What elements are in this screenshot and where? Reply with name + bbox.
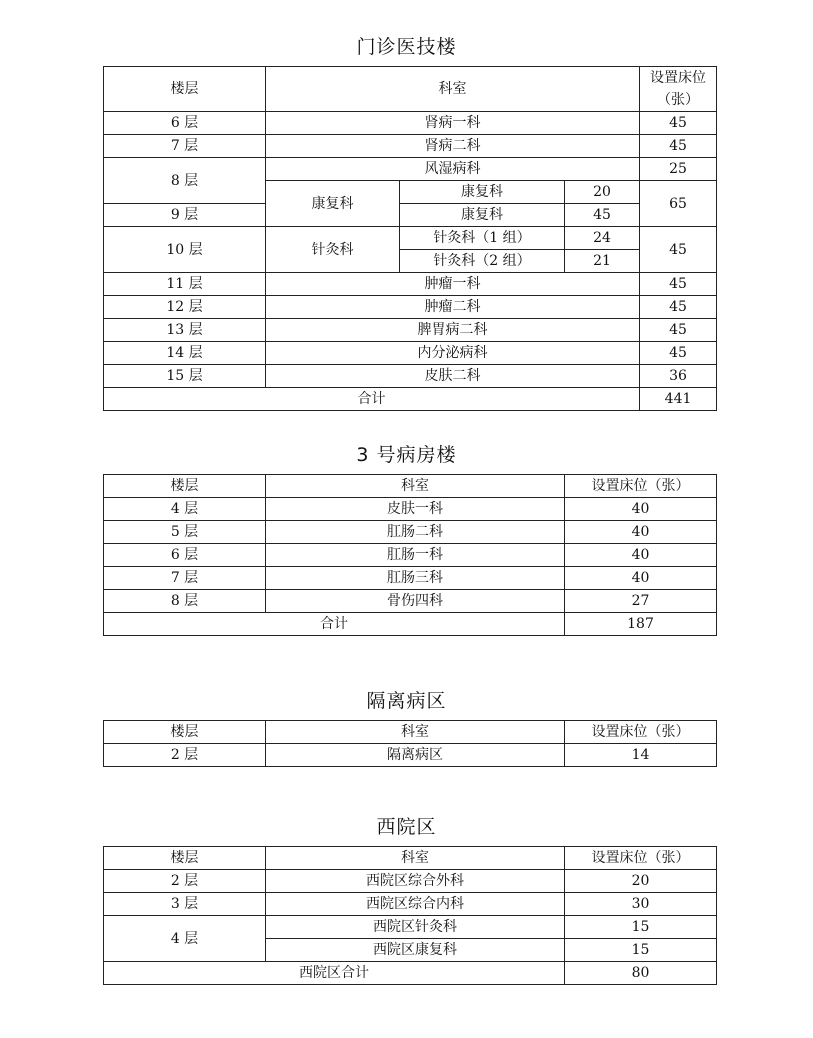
- header-floor: 楼层: [104, 721, 266, 744]
- beds-cell: 30: [565, 893, 717, 916]
- beds-cell: 40: [565, 521, 717, 544]
- subdept-cell: 康复科: [400, 181, 565, 204]
- dept-cell: 肛肠一科: [266, 544, 565, 567]
- total-row: [104, 962, 717, 985]
- table-row: [104, 204, 717, 227]
- table-outpatient: [103, 66, 717, 411]
- subdept-beds-cell: 24: [565, 227, 640, 250]
- total-label: 西院区合计: [104, 962, 565, 985]
- dept-cell: 西院区针灸科: [266, 916, 565, 939]
- header-dept: 科室: [266, 67, 640, 112]
- table-row: [104, 498, 717, 521]
- beds-cell: 40: [565, 544, 717, 567]
- floor-cell: 6 层: [104, 112, 266, 135]
- dept-cell: 肿瘤二科: [266, 296, 640, 319]
- beds-cell: 45: [640, 342, 717, 365]
- header-beds: 设置床位（张）: [565, 721, 717, 744]
- table-row: [104, 158, 717, 181]
- subdept-beds-cell: 20: [565, 181, 640, 204]
- floor-cell: 9 层: [104, 204, 266, 227]
- floor-cell: 4 层: [104, 916, 266, 962]
- table-row: [104, 112, 717, 135]
- table-header: [104, 721, 717, 744]
- dept-group-cell: 康复科: [266, 181, 400, 227]
- floor-cell: 15 层: [104, 365, 266, 388]
- table-row: [104, 567, 717, 590]
- header-dept: 科室: [266, 847, 565, 870]
- table-row: [104, 227, 717, 250]
- header-beds: 设置床位（张）: [565, 847, 717, 870]
- floor-cell: 3 层: [104, 893, 266, 916]
- dept-group-cell: 针灸科: [266, 227, 400, 273]
- dept-cell: 脾胃病二科: [266, 319, 640, 342]
- table-row: [104, 135, 717, 158]
- beds-cell: 25: [640, 158, 717, 181]
- header-floor: 楼层: [104, 847, 266, 870]
- beds-cell: 15: [565, 916, 717, 939]
- table-row: [104, 365, 717, 388]
- table-row: [104, 916, 717, 939]
- floor-cell: 7 层: [104, 135, 266, 158]
- dept-cell: 皮肤一科: [266, 498, 565, 521]
- dept-cell: 肾病二科: [266, 135, 640, 158]
- dept-cell: 隔离病区: [266, 744, 565, 767]
- total-row: [104, 388, 717, 411]
- dept-cell: 风湿病科: [266, 158, 640, 181]
- dept-cell: 西院区综合内科: [266, 893, 565, 916]
- table-row: [104, 870, 717, 893]
- table-isolation: [103, 720, 717, 767]
- header-floor: 楼层: [104, 475, 266, 498]
- floor-cell: 10 层: [104, 227, 266, 273]
- table-row: [104, 744, 717, 767]
- total-value: 187: [565, 613, 717, 636]
- table-header: [104, 847, 717, 870]
- beds-cell: 15: [565, 939, 717, 962]
- dept-cell: 西院区康复科: [266, 939, 565, 962]
- table-row: [104, 273, 717, 296]
- table-row: [104, 590, 717, 613]
- beds-cell: 45: [640, 135, 717, 158]
- section-title-isolation: 隔离病区: [366, 690, 447, 712]
- header-dept: 科室: [266, 721, 565, 744]
- section-title-outpatient: 门诊医技楼: [356, 36, 457, 58]
- beds-cell: 40: [565, 498, 717, 521]
- beds-cell: 65: [640, 181, 717, 227]
- subdept-cell: 针灸科（2 组）: [400, 250, 565, 273]
- dept-cell: 皮肤二科: [266, 365, 640, 388]
- table-row: [104, 521, 717, 544]
- floor-cell: 14 层: [104, 342, 266, 365]
- table-row: [104, 319, 717, 342]
- subdept-cell: 针灸科（1 组）: [400, 227, 565, 250]
- dept-cell: 肿瘤一科: [266, 273, 640, 296]
- total-label: 合计: [104, 388, 640, 411]
- table-row: [104, 893, 717, 916]
- beds-cell: 45: [640, 273, 717, 296]
- beds-cell: 20: [565, 870, 717, 893]
- table-west-campus: [103, 846, 717, 985]
- beds-cell: 27: [565, 590, 717, 613]
- floor-cell: 5 层: [104, 521, 266, 544]
- beds-cell: 45: [640, 112, 717, 135]
- section-title-west-campus: 西院区: [376, 816, 437, 838]
- floor-cell: 8 层: [104, 590, 266, 613]
- table-row: [104, 342, 717, 365]
- dept-cell: 西院区综合外科: [266, 870, 565, 893]
- beds-cell: 14: [565, 744, 717, 767]
- header-dept: 科室: [266, 475, 565, 498]
- section-title-ward-3: 3 号病房楼: [356, 444, 457, 466]
- total-value: 80: [565, 962, 717, 985]
- floor-cell: 2 层: [104, 870, 266, 893]
- dept-cell: 骨伤四科: [266, 590, 565, 613]
- header-floor: 楼层: [104, 67, 266, 112]
- table-header: [104, 475, 717, 498]
- floor-cell: 7 层: [104, 567, 266, 590]
- beds-cell: 45: [640, 296, 717, 319]
- floor-cell: 2 层: [104, 744, 266, 767]
- total-row: [104, 613, 717, 636]
- dept-cell: 肛肠三科: [266, 567, 565, 590]
- table-row: [104, 544, 717, 567]
- beds-cell: 45: [640, 227, 717, 273]
- total-value: 441: [640, 388, 717, 411]
- dept-cell: 肾病一科: [266, 112, 640, 135]
- floor-cell: 8 层: [104, 158, 266, 204]
- beds-cell: 36: [640, 365, 717, 388]
- subdept-beds-cell: 21: [565, 250, 640, 273]
- subdept-cell: 康复科: [400, 204, 565, 227]
- header-beds: 设置床位（张）: [640, 67, 717, 112]
- dept-cell: 内分泌病科: [266, 342, 640, 365]
- header-beds: 设置床位（张）: [565, 475, 717, 498]
- floor-cell: 12 层: [104, 296, 266, 319]
- subdept-beds-cell: 45: [565, 204, 640, 227]
- floor-cell: 13 层: [104, 319, 266, 342]
- table-ward-3: [103, 474, 717, 636]
- beds-cell: 40: [565, 567, 717, 590]
- table-row: [104, 296, 717, 319]
- total-label: 合计: [104, 613, 565, 636]
- floor-cell: 4 层: [104, 498, 266, 521]
- floor-cell: 11 层: [104, 273, 266, 296]
- dept-cell: 肛肠二科: [266, 521, 565, 544]
- table-header: [104, 67, 717, 112]
- beds-cell: 45: [640, 319, 717, 342]
- floor-cell: 6 层: [104, 544, 266, 567]
